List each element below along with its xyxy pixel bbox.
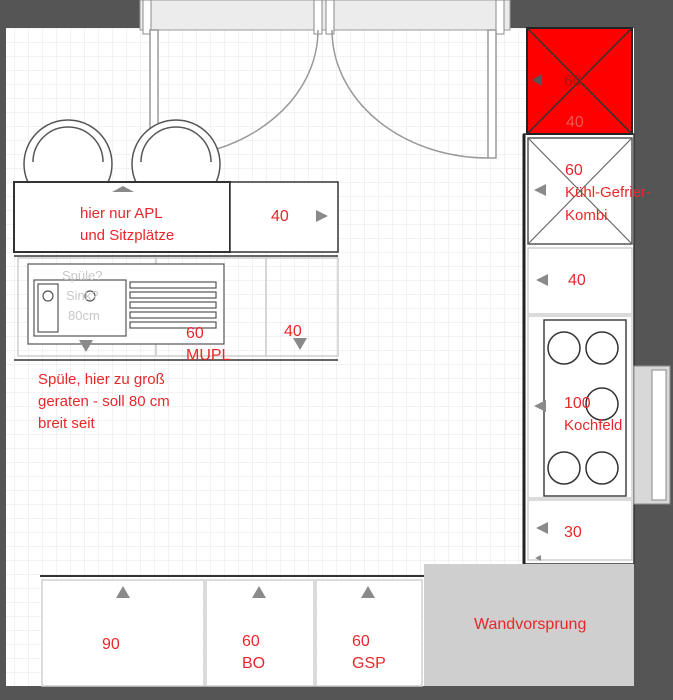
ghost-sink-label-2: Sink?	[66, 288, 99, 303]
bottom-90-label: 90	[102, 636, 120, 653]
top-opening	[140, 0, 510, 34]
apl-label-2: und Sitzplätze	[80, 227, 175, 244]
cooktop-label-1: 100	[564, 395, 591, 412]
apl-label-1: hier nur APL	[80, 205, 163, 222]
mupl-label-1: 60	[186, 325, 204, 342]
wall-projection-label: Wandvorsprung	[474, 616, 587, 633]
lower-40-label: 40	[284, 323, 302, 340]
right-window	[634, 366, 670, 504]
fridge-label-3: Kombi	[565, 207, 608, 224]
bo-label-2: BO	[242, 655, 266, 672]
island-40-label: 40	[271, 208, 289, 225]
fridge-label-1: 60	[565, 162, 583, 179]
red-cabinet-40-label: 40	[566, 114, 584, 131]
spuele-note-1: Spüle, hier zu groß	[38, 371, 165, 388]
right-40-label: 40	[568, 272, 586, 289]
cooktop-label-2: Kochfeld	[564, 417, 623, 434]
mupl-label-2: MUPL	[186, 347, 231, 364]
spuele-note-3: breit seit	[38, 415, 95, 432]
ghost-sink-label-3: 80cm	[68, 308, 100, 323]
right-30-label: 30	[564, 524, 582, 541]
red-cabinet-60-label: 60	[564, 73, 582, 90]
gsp-label-1: 60	[352, 633, 370, 650]
bo-label-1: 60	[242, 633, 260, 650]
spuele-note-2: geraten - soll 80 cm	[38, 393, 170, 410]
fridge-label-2: Kühl-Gefrier-	[565, 184, 651, 201]
ghost-sink-label-1: Spüle?	[62, 268, 103, 283]
gsp-label-2: GSP	[352, 655, 386, 672]
